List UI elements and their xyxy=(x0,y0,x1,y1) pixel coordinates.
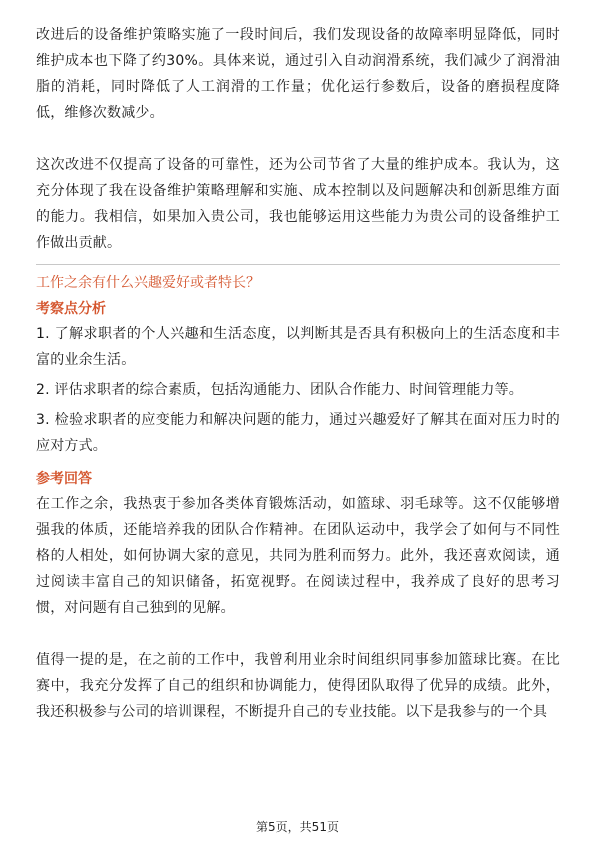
answer-paragraph-basketball: 值得一提的是，在之前的工作中，我曾利用业余时间组织同事参加篮球比赛。在比赛中，我充分发挥了自己的组织和协调能力，使得团队取得了优异的成绩。此外，我还积极参与公司的培训课程，不断提升自己的专业技能。以下是我参与的一个具 xyxy=(36,652,560,720)
page-number-footer: 第5页，共51页 xyxy=(256,820,339,834)
document-page xyxy=(36,22,560,725)
analysis-list xyxy=(36,321,560,459)
analysis-item: 3. 检验求职者的应变能力和解决问题的能力，通过兴趣爱好了解其在面对压力时的应对方式。 xyxy=(36,412,560,454)
analysis-item: 2. 评估求职者的综合素质，包括沟通能力、团队合作能力、时间管理能力等。 xyxy=(36,382,524,398)
answer-paragraph-hobbies: 在工作之余，我热衷于参加各类体育锻炼活动，如篮球、羽毛球等。这不仅能够增强我的体质，还能培养我的团队合作精神。在团队运动中，我学会了如何与不同性格的人相处，如何协调大家的意见，共同为胜利而努力。此外，我还喜欢阅读，通过阅读丰富自己的知识储备，拓宽视野。在阅读过程中，我养成了良好的思考习惯，对问题有自己独到的见解。 xyxy=(36,496,560,616)
analysis-heading: 考察点分析 xyxy=(36,301,106,317)
interview-question: 工作之余有什么兴趣爱好或者特长？ xyxy=(36,275,260,291)
paragraph-maintenance-conclusion: 这次改进不仅提高了设备的可靠性，还为公司节省了大量的维护成本。我认为，这充分体现了我在设备维护策略理解和实施、成本控制以及问题解决和创新思维方面的能力。我相信，如果加入贵公司，我也能够运用这些能力为贵公司的设备维护工作做出贡献。 xyxy=(36,157,560,251)
answer-heading: 参考回答 xyxy=(36,471,92,487)
section-divider xyxy=(36,264,560,265)
paragraph-maintenance-results: 改进后的设备维护策略实施了一段时间后，我们发现设备的故障率明显降低，同时维护成本也下降了约30%。具体来说，通过引入自动润滑系统，我们减少了润滑油脂的消耗，同时降低了人工润滑的工作量；优化运行参数后，设备的磨损程度降低，维修次数减少。 xyxy=(36,27,560,121)
analysis-item: 1. 了解求职者的个人兴趣和生活态度，以判断其是否具有积极向上的生活态度和丰富的业余生活。 xyxy=(36,326,560,368)
